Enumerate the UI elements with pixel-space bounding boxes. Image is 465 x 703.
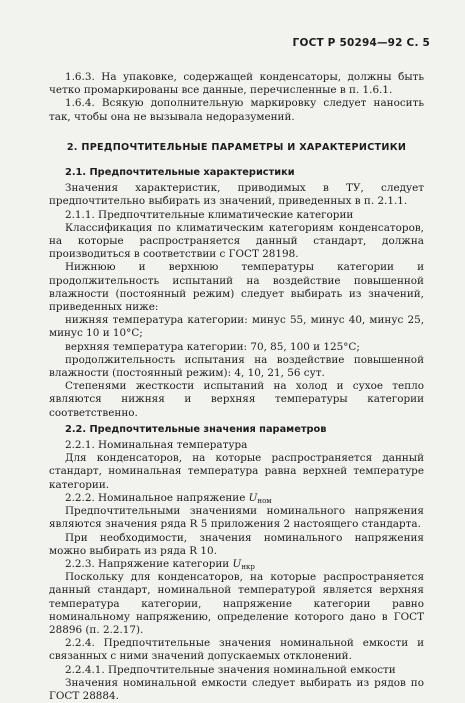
subsection-2-2-title: 2.2. Предпочтительные значения параметров	[65, 423, 327, 435]
symbol-u: U	[232, 557, 242, 570]
clause-2-2-3-title	[49, 558, 424, 571]
clause-2-2-4-1-text: Значения номинальной емкости следует выбирать из рядов по ГОСТ 28884.	[49, 676, 424, 702]
clause-2-1-1-temperatures: Нижнюю и верхнюю температуры категории и продолжительность испытаний на воздействие повышенной влажности (постоянный режим) следует выбирать из значений, приведенных ниже:	[49, 261, 424, 314]
clause-2-1-1-duration: продолжительность испытания на воздействие повышенной влажности (постоянный режим): 4, 10, 21, 56 сут.	[49, 353, 424, 380]
section-2-title: 2. ПРЕДПОЧТИТЕЛЬНЫЕ ПАРАМЕТРЫ И ХАРАКТЕРИСТИКИ	[66, 141, 407, 153]
clause-1-6-3: 1.6.3. На упаковке, содержащей конденсаторы, должны быть четко промаркированы все данные, перечисленные в п. 1.6.1.	[49, 71, 424, 97]
page-header: ГОСТ Р 50294—92 С. 5	[292, 37, 430, 49]
clause-2-2-2-text: Предпочтительными значениями номинального напряжения являются значения ряда R 5 приложения 2 настоящего стандарта.	[49, 505, 424, 531]
clause-2-2-2-label: 2.2.2. Номинальное напряжение	[65, 491, 246, 504]
clause-2-1-1-classification: Классификация по климатическим категориям конденсаторов, на которые распространяется данный стандарт, должна производиться в соответствии с ГОСТ 28198.	[49, 221, 424, 261]
symbol-subscript: нкр	[241, 562, 255, 571]
subsection-2-1-title: 2.1. Предпочтительные характеристики	[65, 167, 295, 179]
clause-2-1-text: Значения характеристик, приводимых в ТУ, следует предпочтительно выбирать из значений, приведенных в п. 2.1.1.	[49, 182, 424, 208]
clause-1-6-4: 1.6.4. Всякую дополнительную маркировку следует наносить так, чтобы она не вызывала недоразумений.	[49, 97, 424, 123]
clause-2-2-1-text: Для конденсаторов, на которые распространяется данный стандарт, номинальная температура равна верхней температуре категории.	[49, 452, 424, 491]
clause-2-2-2-title	[49, 492, 424, 505]
clause-2-1-1-lower-temp: нижняя температура категории: минус 55, минус 40, минус 25, минус 10 и 10°С;	[49, 314, 424, 340]
symbol-subscript: ном	[257, 496, 272, 505]
clause-2-1-1-severity: Степенями жесткости испытаний на холод и сухое тепло являются нижняя и верхняя температуры категории соответственно.	[49, 380, 424, 419]
clause-2-2-1-title: 2.2.1. Номинальная температура	[65, 439, 248, 452]
clause-2-2-4-title: 2.2.4. Предпочтительные значения номинальной емкости и связанных с ними значений допускаемых отклонений.	[49, 637, 424, 663]
clause-2-1-1-title: 2.1.1. Предпочтительные климатические категории	[65, 208, 354, 221]
clause-2-2-4-1-title: 2.2.4.1. Предпочтительные значения номинальной емкости	[65, 663, 396, 676]
clause-2-2-2-note: При необходимости, значения номинального напряжения можно выбирать из ряда R 10.	[49, 531, 424, 557]
document-body	[49, 71, 424, 703]
clause-2-2-3-label: 2.2.3. Напряжение категории	[65, 557, 230, 570]
symbol-u: U	[248, 491, 258, 504]
clause-2-1-1-upper-temp: верхняя температура категории: 70, 85, 100 и 125°С;	[65, 340, 360, 353]
clause-2-2-3-text: Поскольку для конденсаторов, на которые распространяется данный стандарт, номинальной температурой является верхняя температура категории, напряжение категории равно номинальному напряжению, определение которого дано в ГОСТ 28896 (п. 2.2.17).	[49, 571, 424, 636]
